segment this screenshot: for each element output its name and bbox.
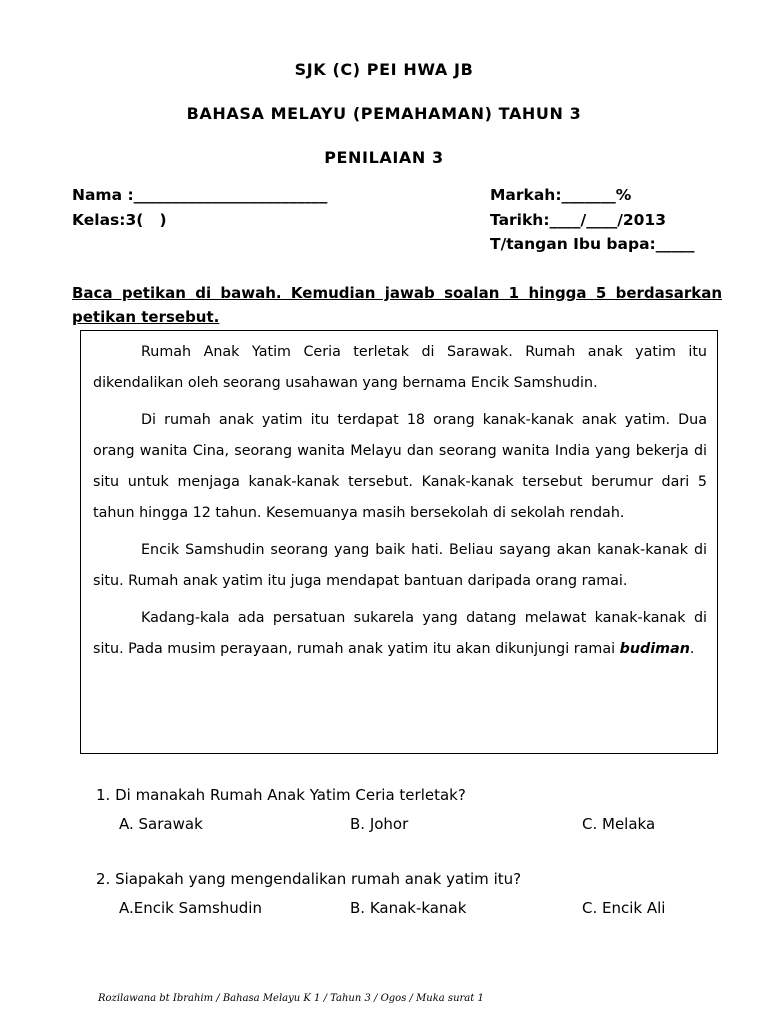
passage-paragraph-3: Encik Samshudin seorang yang baik hati. Beliau sayang akan kanak-kanak di situ. Rumah anak yatim itu juga mendapat bantuan daripada orang ramai. — [93, 542, 707, 589]
question-1-option-a[interactable]: A. Sarawak — [119, 815, 203, 833]
parent-signature-field: T/tangan Ibu bapa:_____ — [490, 235, 695, 253]
highlighted-word: budiman — [619, 641, 690, 657]
name-field: Nama :_________________________ — [72, 186, 328, 204]
question-1-option-b[interactable]: B. Johor — [350, 815, 409, 833]
marks-field: Markah:_______% — [490, 186, 632, 204]
date-field: Tarikh:____/____/2013 — [490, 211, 666, 229]
question-1-option-c[interactable]: C. Melaka — [582, 815, 656, 833]
passage-paragraph-4-end: . — [689, 641, 695, 657]
question-2-option-b[interactable]: B. Kanak-kanak — [350, 899, 467, 917]
passage-paragraph-2: Di rumah anak yatim itu terdapat 18 orang kanak-kanak anak yatim. Dua orang wanita Cina, seorang wanita Melayu dan seorang wanita India yang bekerja di situ untuk menjaga kanak-kanak tersebut. Kanak-kanak tersebut berumur dari 5 tahun hingga 12 tahun. Kesemuanya masih bersekolah di sekolah rendah. — [93, 412, 707, 521]
class-field: Kelas:3( ) — [72, 211, 167, 229]
passage-paragraph-1: Rumah Anak Yatim Ceria terletak di Sarawak. Rumah anak yatim itu dikendalikan oleh seorang usahawan yang bernama Encik Samshudin. — [93, 344, 707, 391]
reading-passage — [80, 330, 718, 754]
passage-paragraph-4-text: Kadang-kala ada persatuan sukarela yang datang melawat kanak-kanak di situ. Pada musim perayaan, rumah anak yatim itu akan dikunjungi ramai — [93, 610, 707, 657]
question-2-option-a[interactable]: A.Encik Samshudin — [119, 899, 262, 917]
passage-paragraph-4 — [93, 603, 707, 665]
question-2-text: 2. Siapakah yang mengendalikan rumah anak yatim itu? — [96, 870, 522, 888]
instruction-text: Baca petikan di bawah. Kemudian jawab soalan 1 hingga 5 berdasarkan petikan tersebut. — [72, 284, 722, 326]
page-footer: Rozilawana bt Ibrahim / Bahasa Melayu K 1 / Tahun 3 / Ogos / Muka surat 1 — [98, 993, 484, 1004]
assessment-title: PENILAIAN 3 — [324, 148, 444, 167]
question-2-option-c[interactable]: C. Encik Ali — [582, 899, 666, 917]
school-name: SJK (C) PEI HWA JB — [294, 60, 474, 79]
subject-title: BAHASA MELAYU (PEMAHAMAN) TAHUN 3 — [186, 104, 582, 123]
question-1-text: 1. Di manakah Rumah Anak Yatim Ceria terletak? — [96, 786, 466, 804]
